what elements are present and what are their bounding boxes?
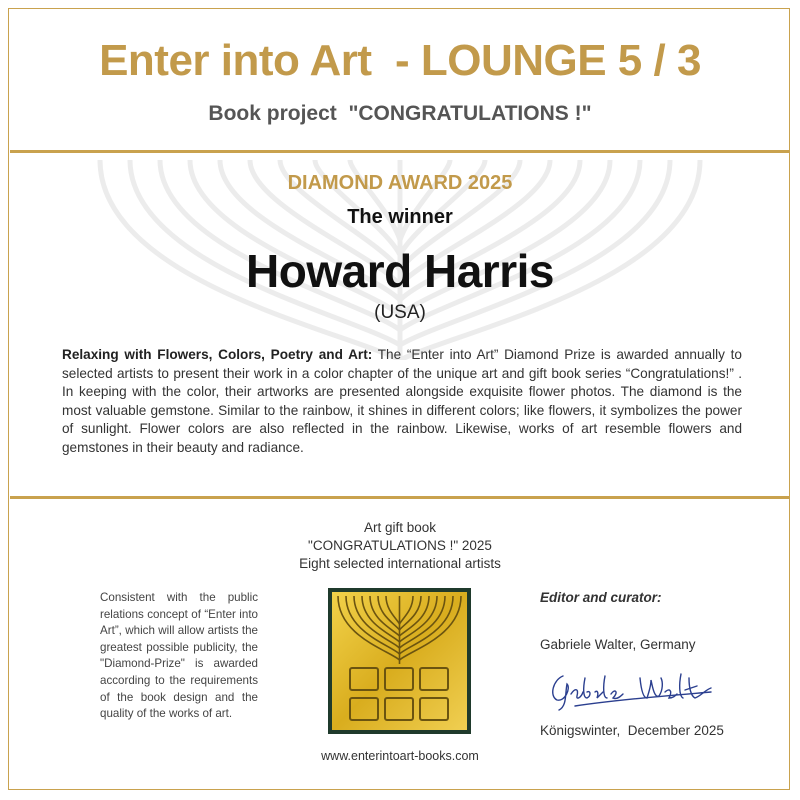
- award-description: [62, 346, 742, 458]
- logo-emblem-icon: [328, 588, 471, 734]
- winner-country: (USA): [374, 302, 426, 323]
- website-link[interactable]: www.enterintoart-books.com: [321, 749, 479, 763]
- gift-book-line-3: Eight selected international artists: [299, 556, 501, 571]
- description-lead: Relaxing with Flowers, Colors, Poetry and Art:: [62, 347, 373, 362]
- winner-label: The winner: [347, 206, 453, 228]
- gift-book-info: [260, 519, 540, 573]
- editor-label: Editor and curator:: [540, 590, 662, 605]
- enter-into-art-logo: [328, 588, 471, 734]
- award-title: DIAMOND AWARD 2025: [287, 172, 513, 194]
- editor-name: Gabriele Walter, Germany: [540, 637, 696, 652]
- gift-book-line-2: "CONGRATULATIONS !" 2025: [308, 538, 492, 553]
- signature-icon: [545, 666, 715, 711]
- page-title: Enter into Art - LOUNGE 5 / 3: [99, 36, 701, 85]
- description-text: The “Enter into Art” Diamond Prize is awarded annually to selected artists to present their work in a color chapter of the unique art and gift book series “Congratulations!” . In keeping with the color, their artworks are presented alongside exquisite flower photos. The diamond is the most valuable gemstone. Similar to the rainbow, it shines in different colors; like flowers, it symbolizes the power of sunlight. Flower colors are also reflected in the rainbow. Likewise, works of art resemble flowers and gemstones in their beauty and radiance.: [62, 347, 742, 455]
- winner-name: Howard Harris: [246, 245, 554, 297]
- page-subtitle: Book project "CONGRATULATIONS !": [208, 102, 592, 125]
- place-and-date: Königswinter, December 2025: [540, 723, 724, 738]
- divider-bottom: [10, 496, 790, 499]
- concept-text: Consistent with the public relations concept of “Enter into Art”, which will allow artists the greatest possible publicity, the "Diamond-Prize" is awarded according to the requirements of the book design and the quality of the works of art.: [100, 591, 258, 721]
- gift-book-line-1: Art gift book: [363, 520, 437, 535]
- divider-top: [10, 150, 790, 153]
